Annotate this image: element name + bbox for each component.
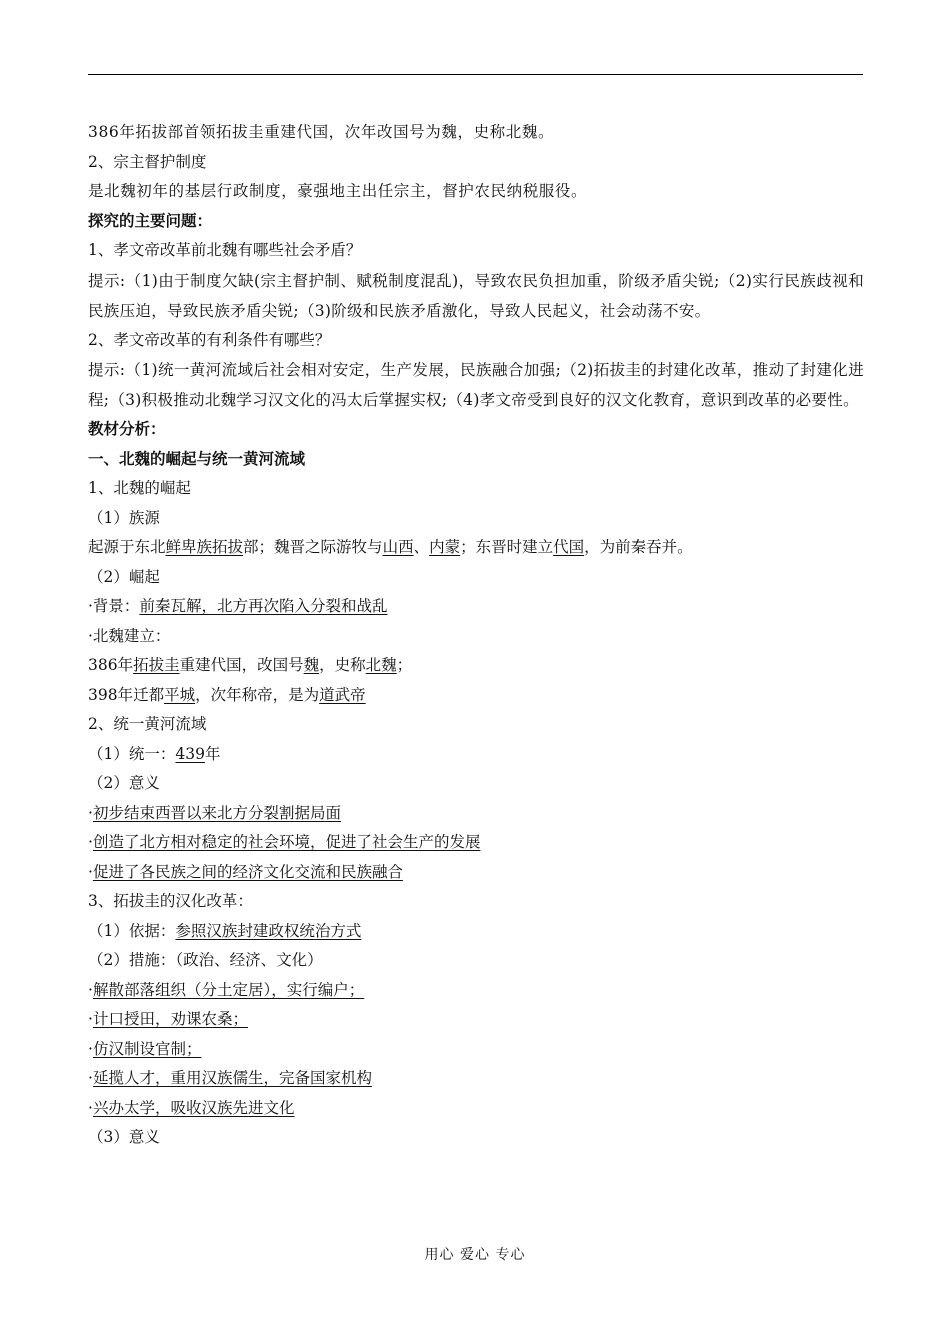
- background-line: [88, 592, 864, 622]
- meaning-item: [88, 858, 864, 888]
- year-398-line: [88, 681, 864, 711]
- bullet: ·: [88, 803, 93, 822]
- text: ，史称: [319, 656, 366, 674]
- underlined-term: 兴办太学，吸收汉族先进文化: [92, 1098, 295, 1117]
- underlined-term: 拓拔: [212, 538, 244, 556]
- text: 起源于东北: [88, 538, 166, 556]
- bullet: ·: [88, 1039, 93, 1058]
- underlined-term: 计口授田，劝课农桑；: [92, 1010, 248, 1028]
- underlined-term: 参照汉族封建政权统治方式: [175, 921, 362, 940]
- bullet: ·: [88, 1069, 93, 1087]
- bullet: ·: [88, 1098, 93, 1117]
- meaning-item: [88, 799, 864, 829]
- underlined-term: 初步结束西晋以来北方分裂割据局面: [92, 803, 341, 822]
- reform-item: [88, 1035, 864, 1065]
- subheading: （2）崛起: [88, 567, 160, 586]
- text: （1）依据：: [88, 921, 176, 940]
- bullet: ·: [88, 980, 93, 999]
- unify-line: [88, 740, 864, 770]
- text: 386年: [88, 656, 134, 674]
- bullet: ·: [88, 1010, 93, 1028]
- subheading: （1）族源: [88, 508, 160, 527]
- text: ；东晋时建立: [460, 538, 554, 556]
- text: ；: [396, 656, 413, 674]
- origin-line: [88, 533, 864, 563]
- underlined-term: 仿汉制设官制；: [92, 1039, 202, 1058]
- header-rule: [88, 74, 863, 75]
- underlined-term: 促进了各民族之间的经济文化交流和民族融合: [92, 862, 403, 881]
- year-386-line: [88, 651, 864, 681]
- text-line: 386年拓拔部首领拓拔圭重建代国，次年改国号为魏，史称北魏。: [88, 123, 555, 141]
- underlined-term: 鲜卑族: [165, 538, 213, 556]
- underlined-term: 代国: [553, 538, 585, 556]
- text-line: 是北魏初年的基层行政制度，豪强地主出任宗主，督护农民纳税服役。: [88, 182, 588, 200]
- subheading: 2、宗主督护制度: [88, 152, 207, 171]
- subheading: （2）意义: [88, 774, 160, 792]
- reform-item: [88, 1064, 864, 1094]
- text: ，次年称帝，是为: [195, 685, 320, 704]
- basis-line: [88, 917, 864, 947]
- text: 部；魏晋之际游牧与: [243, 538, 383, 556]
- page-footer: 用心 爱心 专心: [424, 1247, 526, 1263]
- reform-item: [88, 1005, 864, 1035]
- underlined-term: 魏: [303, 656, 320, 674]
- question-2: 2、孝文帝改革的有利条件有哪些？: [88, 330, 331, 349]
- meaning-item: [88, 828, 864, 858]
- text: 、: [413, 538, 430, 556]
- section-heading-1: 一、北魏的崛起与统一黄河流域: [88, 449, 306, 468]
- subheading: 1、北魏的崛起: [88, 479, 191, 497]
- reform-item: [88, 1094, 864, 1124]
- text: 年: [204, 744, 221, 763]
- document-body: [88, 118, 864, 1153]
- underlined-term: 创造了北方相对稳定的社会环境，促进了社会生产的发展: [92, 833, 481, 851]
- subheading: 3、拓拔圭的汉化改革：: [88, 892, 253, 910]
- underlined-term: 北魏: [365, 656, 397, 674]
- section-heading-explore: 探究的主要问题：: [88, 211, 213, 230]
- underlined-term: 内蒙: [429, 538, 461, 556]
- text-line: ·北魏建立：: [88, 626, 171, 645]
- underlined-term: 延揽人才，重用汉族儒生，完备国家机构: [92, 1069, 372, 1087]
- text: ，为前秦吞并。: [584, 538, 693, 556]
- tip-1: 提示:（1)由于制度欠缺(宗主督护制、赋税制度混乱)，导致农民负担加重，阶级矛盾尖锐;（2)实行民族歧视和民族压迫，导致民族矛盾尖锐;（3)阶级和民族矛盾激化，导致人民起义，社会动荡不安。: [88, 271, 864, 320]
- subheading: （3）意义: [88, 1128, 160, 1146]
- underlined-term: 山西: [382, 538, 414, 556]
- bullet: ·: [88, 833, 93, 851]
- underlined-term: 前秦瓦解，北方再次陷入分裂和战乱: [139, 597, 388, 615]
- subheading: 2、统一黄河流域: [88, 715, 207, 733]
- tip-2: 提示:（1)统一黄河流域后社会相对安定，生产发展，民族融合加强;（2)拓拔圭的封建化改革，推动了封建化进程;（3)积极推动北魏学习汉文化的冯太后掌握实权;（4)孝文帝受到良好的汉文化教育，意识到改革的必要性。: [88, 361, 864, 409]
- underlined-term: 439: [175, 744, 205, 763]
- underlined-term: 平城: [164, 685, 196, 704]
- question-1: 1、孝文帝改革前北魏有哪些社会矛盾？: [88, 241, 362, 259]
- reform-item: [88, 976, 864, 1006]
- text: （1）统一：: [88, 744, 176, 763]
- text: 398年迁都: [88, 685, 165, 704]
- underlined-term: 解散部落组织（分土定居），实行编户；: [92, 980, 365, 999]
- bullet: ·: [88, 862, 93, 881]
- underlined-term: 道武帝: [319, 685, 366, 704]
- section-heading-analysis: 教材分析：: [88, 420, 166, 438]
- text: ·背景：: [88, 597, 140, 615]
- underlined-term: 拓拔圭: [133, 656, 180, 674]
- subheading: （2）措施：（政治、经济、文化）: [88, 951, 323, 969]
- text: 重建代国，改国号: [179, 656, 304, 674]
